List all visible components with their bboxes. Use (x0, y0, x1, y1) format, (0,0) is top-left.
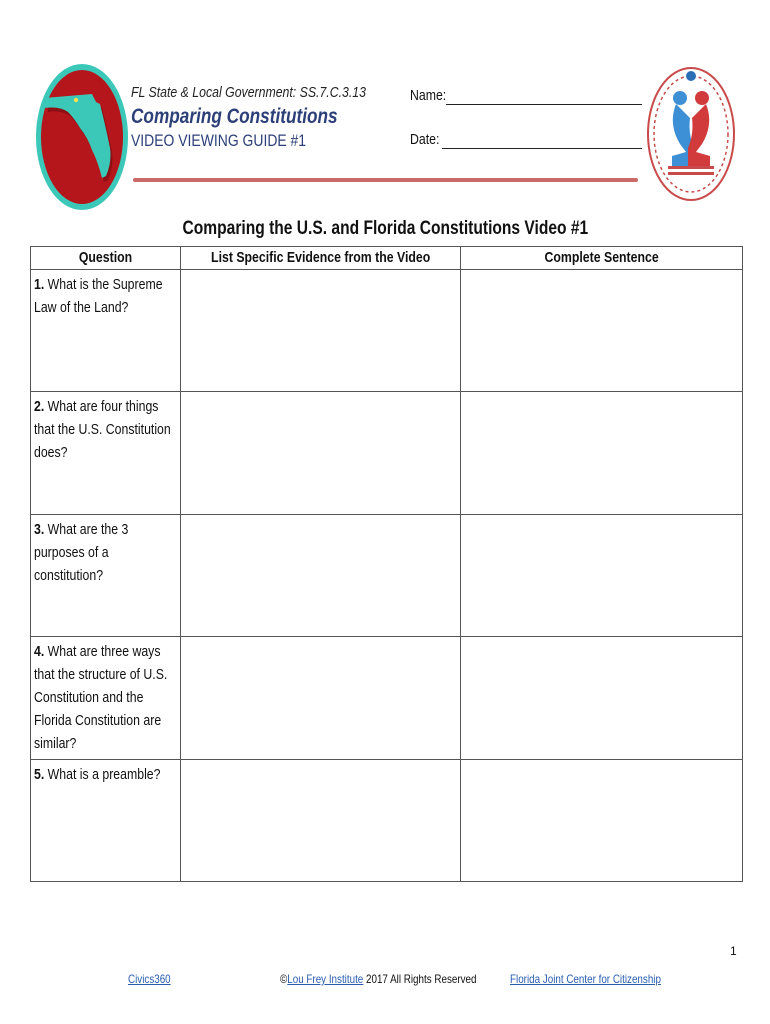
footer-center (280, 972, 520, 986)
civics360-seal-icon (646, 64, 736, 204)
date-line (442, 148, 642, 149)
table-row (31, 637, 743, 760)
header-text-block (131, 84, 418, 151)
name-field[interactable] (410, 87, 454, 104)
evidence-answer-cell[interactable] (181, 270, 461, 392)
civics360-link[interactable]: Civics360 (128, 972, 171, 986)
subject-line: FL State & Local Government: SS.7.C.3.13 (131, 84, 366, 101)
question-text: What are the 3 purposes of a constitution? (34, 521, 129, 584)
question-number: 3. (34, 521, 45, 538)
column-header-sentence: Complete Sentence (461, 247, 743, 270)
footer-left (128, 972, 180, 986)
table-row (31, 270, 743, 392)
sentence-answer-cell[interactable] (461, 392, 743, 515)
question-number: 5. (34, 766, 45, 783)
question-text: What is a preamble? (44, 766, 161, 783)
question-text: What are three ways that the structure of U.S. Constitution and the Florida Constitution are similar? (34, 643, 168, 752)
question-text: What are four things that the U.S. Constitution does? (34, 398, 171, 461)
column-header-evidence: List Specific Evidence from the Video (181, 247, 461, 270)
sentence-answer-cell[interactable] (461, 637, 743, 760)
table-row (31, 760, 743, 882)
sentence-answer-cell[interactable] (461, 760, 743, 882)
evidence-answer-cell[interactable] (181, 760, 461, 882)
name-label: Name: (410, 87, 447, 104)
question-text: What is the Supreme Law of the Land? (34, 276, 163, 316)
question-cell (31, 392, 181, 515)
question-cell (31, 270, 181, 392)
lou-frey-institute-link[interactable]: Lou Frey Institute (287, 972, 364, 986)
question-cell (31, 760, 181, 882)
header-divider (133, 178, 638, 182)
date-field[interactable] (410, 131, 446, 148)
evidence-answer-cell[interactable] (181, 637, 461, 760)
question-cell (31, 637, 181, 760)
document-title: Comparing Constitutions (131, 105, 338, 128)
table-header-row (31, 247, 743, 270)
date-label: Date: (410, 131, 440, 148)
video-guide-table (30, 246, 743, 882)
evidence-answer-cell[interactable] (181, 392, 461, 515)
name-line (446, 104, 642, 105)
evidence-answer-cell[interactable] (181, 515, 461, 637)
florida-state-logo (34, 62, 130, 212)
question-number: 1. (34, 276, 45, 293)
question-number: 2. (34, 398, 45, 415)
sentence-answer-cell[interactable] (461, 270, 743, 392)
page-number: 1 (730, 944, 737, 958)
column-header-question: Question (31, 247, 181, 270)
footer-right (510, 972, 694, 986)
table-row (31, 515, 743, 637)
question-number: 4. (34, 643, 45, 660)
florida-joint-center-link[interactable]: Florida Joint Center for Citizenship (510, 972, 661, 986)
page-title: Comparing the U.S. and Florida Constitutions Video #1 (182, 218, 588, 239)
sentence-answer-cell[interactable] (461, 515, 743, 637)
question-cell (31, 515, 181, 637)
copyright-symbol: © (280, 972, 288, 986)
copyright-text: 2017 All Rights Reserved (363, 972, 477, 986)
page-header (0, 0, 770, 220)
table-row (31, 392, 743, 515)
guide-label: VIDEO VIEWING GUIDE #1 (131, 131, 307, 150)
